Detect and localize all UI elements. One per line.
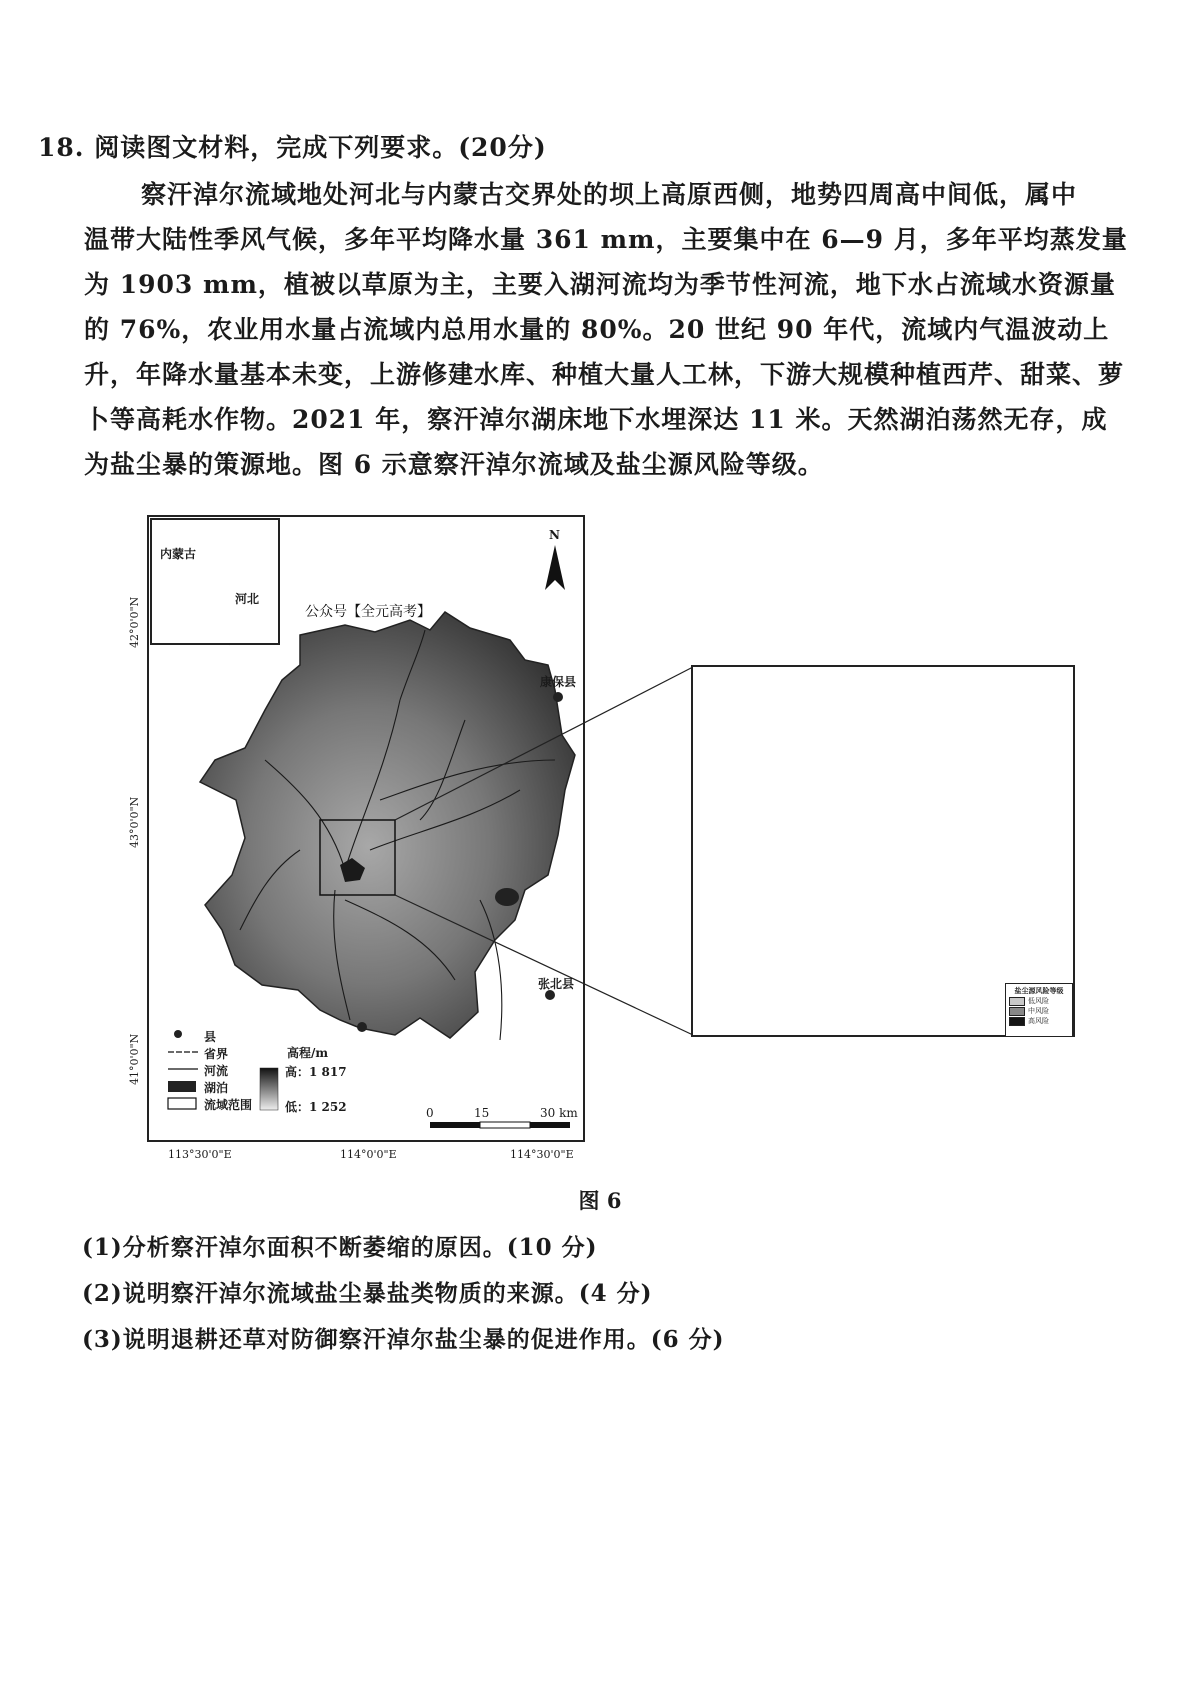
lat-label: 42°0'0"N (128, 596, 141, 648)
elevation-bar (260, 1068, 278, 1110)
legend-province-border: 省界 (204, 1047, 229, 1061)
paragraph-line: 为盐尘暴的策源地。图 6 示意察汗淖尔流域及盐尘源风险等级。 (84, 450, 824, 479)
east-lake (495, 888, 519, 906)
sub-question-1: (1)分析察汗淖尔面积不断萎缩的原因。(10 分) (82, 1234, 598, 1261)
risk-legend-title: 盐尘源风险等级 (1014, 986, 1064, 995)
elevation-title: 高程/m (287, 1046, 329, 1060)
inset-label-hebei: 河北 (235, 592, 260, 606)
paragraph-line: 察汗淖尔流域地处河北与内蒙古交界处的坝上高原西侧，地势四周高中间低，属中 (141, 180, 1078, 209)
legend-lake: 湖泊 (204, 1081, 229, 1095)
legend-county: 县 (204, 1030, 217, 1044)
legend-basin: 流域范围 (204, 1098, 253, 1112)
elevation-low: 低：1 252 (285, 1100, 347, 1114)
county-dot (553, 692, 563, 702)
elevation-high: 高：1 817 (285, 1065, 347, 1079)
sub-question-3: (3)说明退耕还草对防御察汗淖尔盐尘暴的促进作用。(6 分) (82, 1326, 725, 1353)
lat-label: 41°0'0"N (128, 1033, 141, 1085)
legend-river: 河流 (204, 1064, 229, 1078)
risk-legend (1005, 983, 1073, 1037)
figure-caption: 图 6 (578, 1188, 622, 1213)
watermark-text: 公众号【全元高考】 (305, 604, 431, 620)
scale-mid: 15 (474, 1106, 490, 1120)
lon-label: 114°30'0"E (510, 1148, 574, 1161)
risk-level-high: 高风险 (1028, 1017, 1049, 1025)
paragraph-line: 温带大陆性季风气候，多年平均降水量 361 mm，主要集中在 6—9 月，多年平均蒸发量 (84, 225, 1128, 254)
basin-terrain (200, 612, 575, 1038)
inset-label-mongolia: 内蒙古 (160, 547, 197, 561)
risk-level-medium: 中风险 (1028, 1007, 1049, 1015)
county-dot (357, 1022, 367, 1032)
lon-label: 113°30'0"E (168, 1148, 232, 1161)
county-label-zhangbei: 张北县 (538, 977, 575, 991)
scale-bar (430, 1122, 480, 1128)
sub-questions (82, 1225, 725, 1363)
paragraph-line: 的 76%，农业用水量占流域内总用水量的 80%。20 世纪 90 年代，流域内气温波动上 (84, 315, 1110, 344)
scale-zero: 0 (426, 1106, 434, 1120)
map-legend (168, 1028, 252, 1113)
paragraph-line: 为 1903 mm，植被以草原为主，主要入湖河流均为季节性河流，地下水占流域水资源量 (84, 270, 1116, 299)
lat-label: 43°0'0"N (128, 796, 141, 848)
scale-end: 30 km (540, 1106, 578, 1120)
paragraph-line: 卜等高耗水作物。2021 年，察汗淖尔湖床地下水埋深达 11 米。天然湖泊荡然无存，成 (84, 405, 1108, 434)
sub-question-2: (2)说明察汗淖尔流域盐尘暴盐类物质的来源。(4 分) (82, 1280, 653, 1307)
north-label: N (549, 528, 560, 542)
county-label-kangbao: 康保县 (540, 675, 577, 689)
question-title: 18. 阅读图文材料，完成下列要求。(20分) (38, 133, 547, 162)
paragraph-line: 升，年降水量基本未变，上游修建水库、种植大量人工林，下游大规模种植西芹、甜菜、萝 (84, 360, 1125, 389)
risk-level-low: 低风险 (1028, 997, 1049, 1005)
lon-label: 114°0'0"E (340, 1148, 397, 1161)
location-inset (150, 518, 280, 645)
zoom-detail-frame (691, 665, 1075, 1037)
elevation-legend (285, 1044, 347, 1115)
north-arrow (545, 545, 565, 590)
